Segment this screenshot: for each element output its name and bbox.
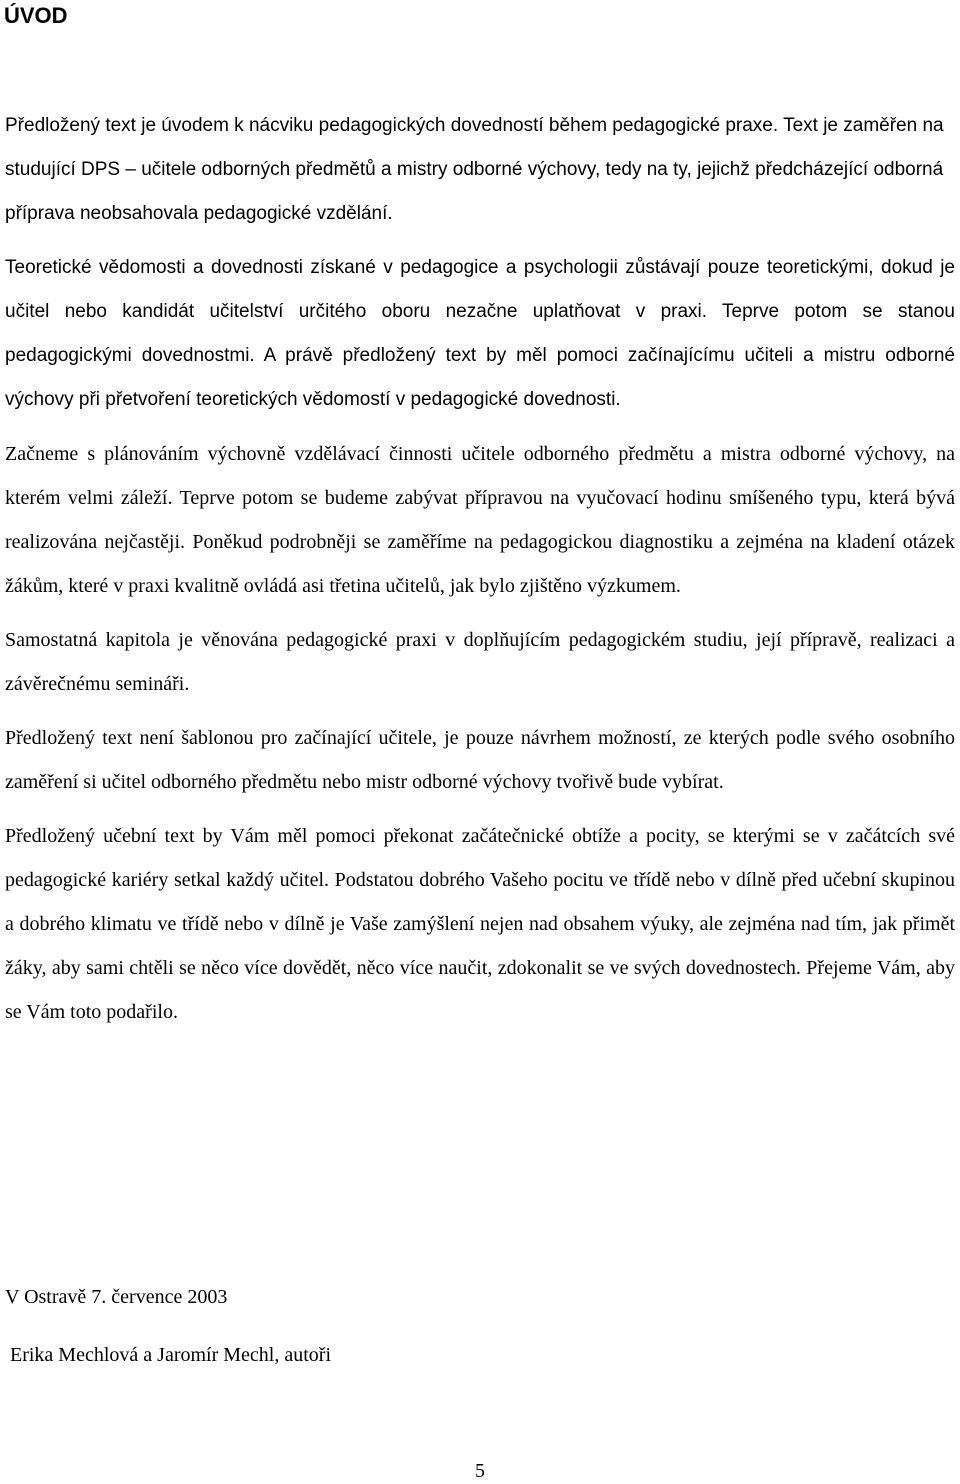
paragraph-template: Předložený text není šablonou pro začínající učitele, je pouze návrhem možností, ze kterých podle svého osobního zaměření si učitel odborného předmětu nebo mistr odborné výchovy tvořivě bude vybírat.	[5, 727, 955, 793]
paragraph-wishes: Předložený učební text by Vám měl pomoci překonat začátečnické obtíže a pocity, se kterými se v začátcích své pedagogické kariéry setkal každý učitel. Podstatou dobrého Vašeho pocitu ve třídě nebo v dílně před učební skupinou a dobrého klimatu ve třídě nebo v dílně je Vaše zamýšlení nejen nad obsahem výuky, ale zejména nad tím, jak přimět žáky, aby sami chtěli se něco více dovědět, něco více naučit, zdokonalit se ve svých dovednostech. Přejeme Vám, aby se Vám toto podařilo.	[5, 825, 955, 1023]
paragraph-chapter: Samostatná kapitola je věnována pedagogické praxi v doplňujícím pedagogickém studiu, její přípravě, realizaci a závěrečnému semináři.	[5, 629, 955, 695]
paragraph-planning: Začneme s plánováním výchovně vzdělávací činnosti učitele odborného předmětu a mistra odborné výchovy, na kterém velmi záleží. Teprve potom se budeme zabývat přípravou na vyučovací hodinu smíšeného typu, která bývá realizována nejčastěji. Poněkud podrobněji se zaměříme na pedagogickou diagnostiku a zejména na kladení otázek žákům, které v praxi kvalitně ovládá asi třetina učitelů, jak bylo zjištěno výzkumem.	[5, 443, 955, 597]
paragraph-intro: Předložený text je úvodem k nácviku pedagogických dovedností během pedagogické praxe. Text je zaměřen na studující DPS – učitele odborných předmětů a mistry odborné výchovy, tedy na ty, jejichž předcházející odborná příprava neobsahovala pedagogické vzdělání.	[5, 115, 944, 224]
paragraph-theory: Teoretické vědomosti a dovednosti získané v pedagogice a psychologii zůstávají pouze teoretickými, dokud je učitel nebo kandidát učitelství určitého oboru nezačne uplatňovat v praxi. Teprve potom se stanou pedagogickými dovednostmi. A právě předložený text by měl pomoci začínajícímu učiteli a mistru odborné výchovy při přetvoření teoretických vědomostí v pedagogické dovednosti.	[5, 257, 955, 410]
page-number: 5	[475, 1460, 485, 1482]
authors-signature: Erika Mechlová a Jaromír Mechl, autoři	[10, 1344, 331, 1366]
place-and-date: V Ostravě 7. července 2003	[5, 1286, 228, 1308]
page-title: ÚVOD	[4, 3, 68, 28]
document-body	[5, 104, 955, 1044]
